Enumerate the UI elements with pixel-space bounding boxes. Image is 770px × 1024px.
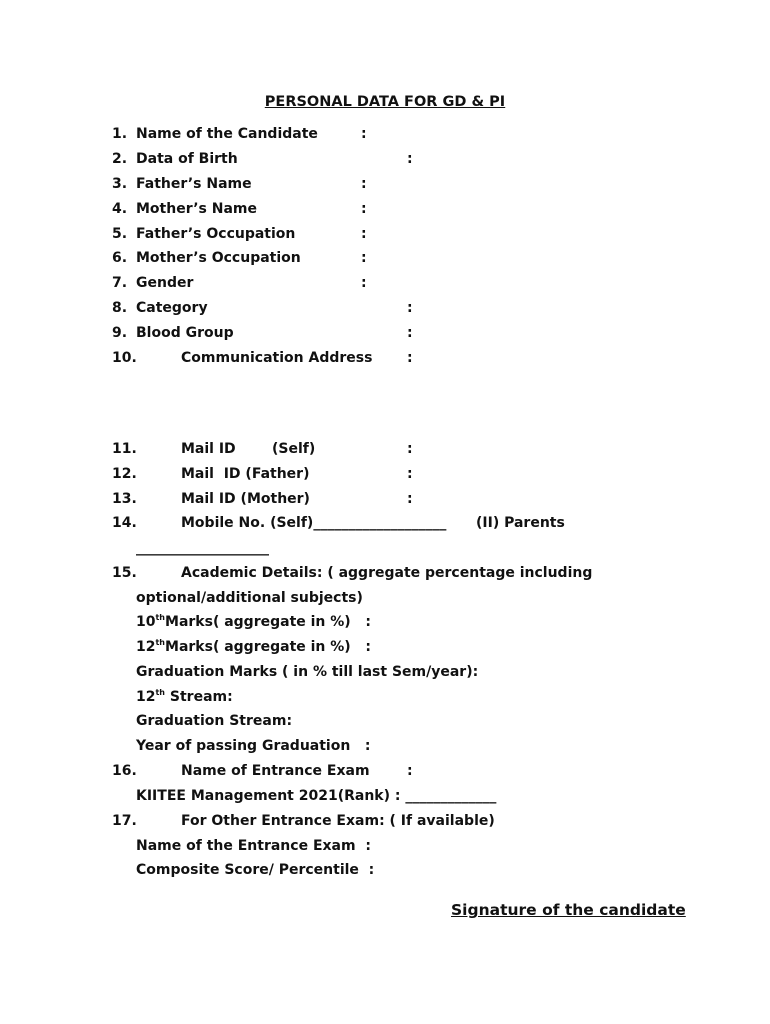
field-label-composite-score: Composite Score/ Percentile :	[136, 862, 375, 878]
signature-label: Signature of the candidate	[451, 901, 686, 919]
field-label-category: Category	[136, 300, 208, 316]
field-label-mobile-parents: (II) Parents	[476, 515, 565, 531]
field-label-mothers-occupation: Mother’s Occupation	[136, 250, 301, 266]
field-label-fathers-occupation: Father’s Occupation	[136, 226, 296, 242]
item-number: 16.	[112, 763, 137, 779]
field-label-twelfth-stream: 12th Stream:	[136, 688, 233, 705]
field-colon: :	[407, 300, 413, 316]
item-number: 14.	[112, 515, 137, 531]
field-label-graduation-stream: Graduation Stream:	[136, 713, 293, 729]
item-number: 7.	[112, 275, 128, 291]
field-colon: :	[407, 466, 413, 482]
field-colon: :	[361, 275, 367, 291]
item-number: 15.	[112, 565, 137, 581]
field-label-entrance-exam: Name of Entrance Exam	[181, 763, 370, 779]
field-label-mail-father: Mail ID (Father)	[181, 466, 310, 482]
field-label-mail-self: Mail ID	[181, 441, 236, 457]
academic-details-continuation: optional/additional subjects)	[136, 590, 363, 606]
page-title: PERSONAL DATA FOR GD & PI	[264, 94, 506, 110]
field-colon: :	[407, 441, 413, 457]
item-number: 12.	[112, 466, 137, 482]
field-label-year-of-passing: Year of passing Graduation :	[136, 738, 371, 754]
field-label-graduation-marks: Graduation Marks ( in % till last Sem/year):	[136, 664, 479, 680]
item-number: 6.	[112, 250, 128, 266]
item-number: 8.	[112, 300, 128, 316]
item-number: 17.	[112, 813, 137, 829]
field-label-mail-mother: Mail ID (Mother)	[181, 491, 310, 507]
field-colon: :	[361, 201, 367, 217]
field-colon: :	[361, 176, 367, 192]
field-label-candidate-name: Name of the Candidate	[136, 126, 318, 142]
field-label-gender: Gender	[136, 275, 194, 291]
field-label-twelfth-marks: 12thMarks( aggregate in %) :	[136, 638, 371, 655]
field-label-fathers-name: Father’s Name	[136, 176, 252, 192]
item-number: 3.	[112, 176, 128, 192]
field-label-date-of-birth: Data of Birth	[136, 151, 238, 167]
field-colon: :	[407, 151, 413, 167]
item-number: 10.	[112, 350, 137, 366]
field-label-mobile-self: Mobile No. (Self)___________________	[181, 515, 447, 531]
field-label-tenth-marks: 10thMarks( aggregate in %) :	[136, 613, 371, 630]
field-label-blood-group: Blood Group	[136, 325, 234, 341]
field-colon: :	[407, 325, 413, 341]
field-colon: :	[407, 763, 413, 779]
field-colon: :	[407, 491, 413, 507]
field-label-mail-self-qualifier: (Self)	[272, 441, 316, 457]
field-label-communication-address: Communication Address	[181, 350, 373, 366]
field-label-academic-details: Academic Details: ( aggregate percentage including	[181, 565, 593, 581]
field-colon: :	[361, 126, 367, 142]
field-label-other-exam-name: Name of the Entrance Exam :	[136, 838, 371, 854]
item-number: 2.	[112, 151, 128, 167]
field-label-mothers-name: Mother’s Name	[136, 201, 257, 217]
item-number: 1.	[112, 126, 128, 142]
item-number: 5.	[112, 226, 128, 242]
field-colon: :	[361, 250, 367, 266]
item-number: 13.	[112, 491, 137, 507]
field-label-other-entrance-exam: For Other Entrance Exam: ( If available)	[181, 813, 495, 829]
field-colon: :	[361, 226, 367, 242]
field-colon: :	[407, 350, 413, 366]
item-number: 9.	[112, 325, 128, 341]
field-label-kiitee-rank: KIITEE Management 2021(Rank) : _____________	[136, 788, 497, 804]
parents-mobile-blank-line: ___________________	[136, 540, 269, 556]
item-number: 4.	[112, 201, 128, 217]
item-number: 11.	[112, 441, 137, 457]
